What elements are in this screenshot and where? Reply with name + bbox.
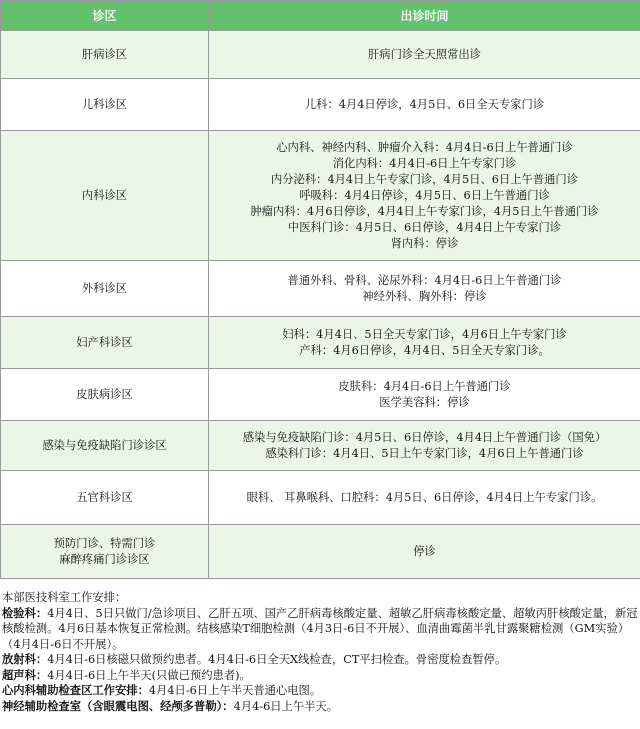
dept-cell: 感染与免疫缺陷门诊诊区 [1,421,209,471]
schedule-cell: 停诊 [209,525,640,579]
table-row [1,131,640,261]
schedule-cell: 心内科、神经内科、肿瘤介入科：4月4日-6日上午普通门诊 消化内科：4月4日-6日上午专家门诊 内分泌科：4月4日上午专家门诊，4月5日、6日上午普通门诊 呼吸科：4月4日停诊，4月5日、6日上午普通门诊 肿瘤内科：4月6日停诊，4月4日上午专家门诊，4月5日上午普通门诊 中医科门诊：4月5日、6日停诊，4月4日上午专家门诊 肾内科：停诊 [209,131,640,261]
table-row [1,369,640,421]
dept-cell: 儿科诊区 [1,79,209,131]
schedule-cell: 普通外科、骨科、泌尿外科：4月4日-6日上午普通门诊 神经外科、胸外科：停诊 [209,261,640,317]
note-text: 4月4日-6日上午半天(只做已预约患者)。 [47,668,251,682]
dept-cell: 妇产科诊区 [1,317,209,369]
table-header-row [1,1,640,31]
note-text: 4月4日-6日上午半天普通心电图。 [148,684,322,697]
table-body [1,31,640,579]
dept-cell: 外科诊区 [1,261,209,317]
table-row [1,471,640,525]
note-cardio-aux [2,683,638,699]
table-row [1,79,640,131]
note-text: 4月4-6日上午半天。 [233,699,339,713]
table-row [1,261,640,317]
note-lab [2,606,638,653]
schedule-cell: 感染与免疫缺陷门诊：4月5日、6日停诊，4月4日上午普通门诊（国免） 感染科门诊：4月4日、5日上午专家门诊，4月6日上午普通门诊 [209,421,640,471]
tech-dept-notes [2,590,638,714]
note-label: 检验科： [2,605,48,620]
schedule-cell: 眼科、 耳鼻喉科、口腔科：4月5日、6日停诊，4月4日上午专家门诊。 [209,471,640,525]
dept-cell: 皮肤病诊区 [1,369,209,421]
note-radiology [2,652,638,668]
table-row [1,317,640,369]
table-row [1,421,640,471]
dept-cell: 预防门诊、特需门诊 麻醉疼痛门诊诊区 [1,525,209,579]
dept-cell: 五官科诊区 [1,471,209,525]
note-text: 4月4日-6日核磁只做预约患者。4月4日-6日全天X线检查，CT平扫检查。骨密度检查暂停。 [47,653,507,666]
note-neuro-aux [2,699,638,715]
note-label: 神经辅助检查室（含眼震电图、经颅多普勒）： [2,698,234,713]
note-text: 4月4日、5日只做门/急诊项目、乙肝五项、国产乙肝病毒核酸定量、超敏乙肝病毒核酸定量、超敏丙肝核酸定量，新冠核酸检测。4月6日基本恢复正常检测。结核感染T细胞检测（4月3日-6日不开展）、血清曲霉菌半乳甘露聚糖检测（GM实验）（4月4日-6日不开展）。 [2,606,638,651]
notes-intro: 本部医技科室工作安排： [2,591,127,604]
note-label: 心内科辅助检查区工作安排： [2,683,149,697]
note-label: 放射科： [2,652,48,666]
table-row [1,525,640,579]
schedule-cell: 肝病门诊全天照常出诊 [209,31,640,79]
dept-cell: 肝病诊区 [1,31,209,79]
note-ultrasound [2,668,638,684]
note-label: 超声科： [2,667,48,682]
header-schedule: 出诊时间 [209,1,640,31]
schedule-cell: 妇科：4月4日、5日全天专家门诊，4月6日上午专家门诊 产科：4月6日停诊，4月4日、5日全天专家门诊。 [209,317,640,369]
dept-cell: 内科诊区 [1,131,209,261]
schedule-cell: 儿科：4月4日停诊，4月5日、6日全天专家门诊 [209,79,640,131]
header-zone: 诊区 [1,1,209,31]
table-row [1,31,640,79]
schedule-cell: 皮肤科：4月4日-6日上午普通门诊 医学美容科：停诊 [209,369,640,421]
